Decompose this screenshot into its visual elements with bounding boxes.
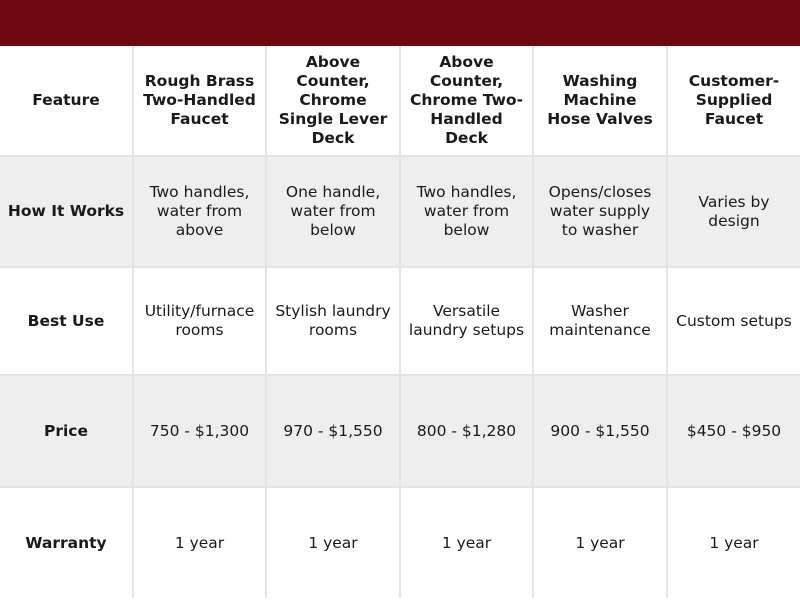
column-header-chrome-two-handled: Above Counter, Chrome Two-Handled Deck bbox=[400, 46, 533, 156]
feature-header: Feature bbox=[0, 46, 133, 156]
table-cell: 800 - $1,280 bbox=[400, 375, 533, 487]
table-cell: 1 year bbox=[133, 487, 266, 598]
faucet-comparison-table bbox=[0, 46, 800, 598]
column-header-customer-supplied: Customer-Supplied Faucet bbox=[667, 46, 800, 156]
table-row-how-it-works bbox=[0, 156, 800, 267]
row-label: Best Use bbox=[0, 267, 133, 375]
header-band bbox=[0, 0, 800, 46]
table-cell: Opens/closes water supply to washer bbox=[533, 156, 667, 267]
column-header-rough-brass: Rough Brass Two-Handled Faucet bbox=[133, 46, 266, 156]
table-cell: Custom setups bbox=[667, 267, 800, 375]
table-cell: 1 year bbox=[533, 487, 667, 598]
table-cell: 1 year bbox=[266, 487, 400, 598]
table-header-row bbox=[0, 46, 800, 156]
table-cell: One handle, water from below bbox=[266, 156, 400, 267]
table-cell: 750 - $1,300 bbox=[133, 375, 266, 487]
table-cell: Versatile laundry setups bbox=[400, 267, 533, 375]
table-cell: Stylish laundry rooms bbox=[266, 267, 400, 375]
table-cell: 970 - $1,550 bbox=[266, 375, 400, 487]
row-label: Warranty bbox=[0, 487, 133, 598]
column-header-chrome-single-lever: Above Counter, Chrome Single Lever Deck bbox=[266, 46, 400, 156]
row-label: Price bbox=[0, 375, 133, 487]
table-row-warranty bbox=[0, 487, 800, 598]
table-cell: Two handles, water from above bbox=[133, 156, 266, 267]
table-row-price bbox=[0, 375, 800, 487]
row-label: How It Works bbox=[0, 156, 133, 267]
table-cell: 1 year bbox=[400, 487, 533, 598]
table-cell: Two handles, water from below bbox=[400, 156, 533, 267]
table-cell: Washer maintenance bbox=[533, 267, 667, 375]
table-cell: 1 year bbox=[667, 487, 800, 598]
table-cell: Utility/furnace rooms bbox=[133, 267, 266, 375]
table-row-best-use bbox=[0, 267, 800, 375]
column-header-hose-valves: Washing Machine Hose Valves bbox=[533, 46, 667, 156]
table-cell: Varies by design bbox=[667, 156, 800, 267]
table-cell: $450 - $950 bbox=[667, 375, 800, 487]
table-cell: 900 - $1,550 bbox=[533, 375, 667, 487]
